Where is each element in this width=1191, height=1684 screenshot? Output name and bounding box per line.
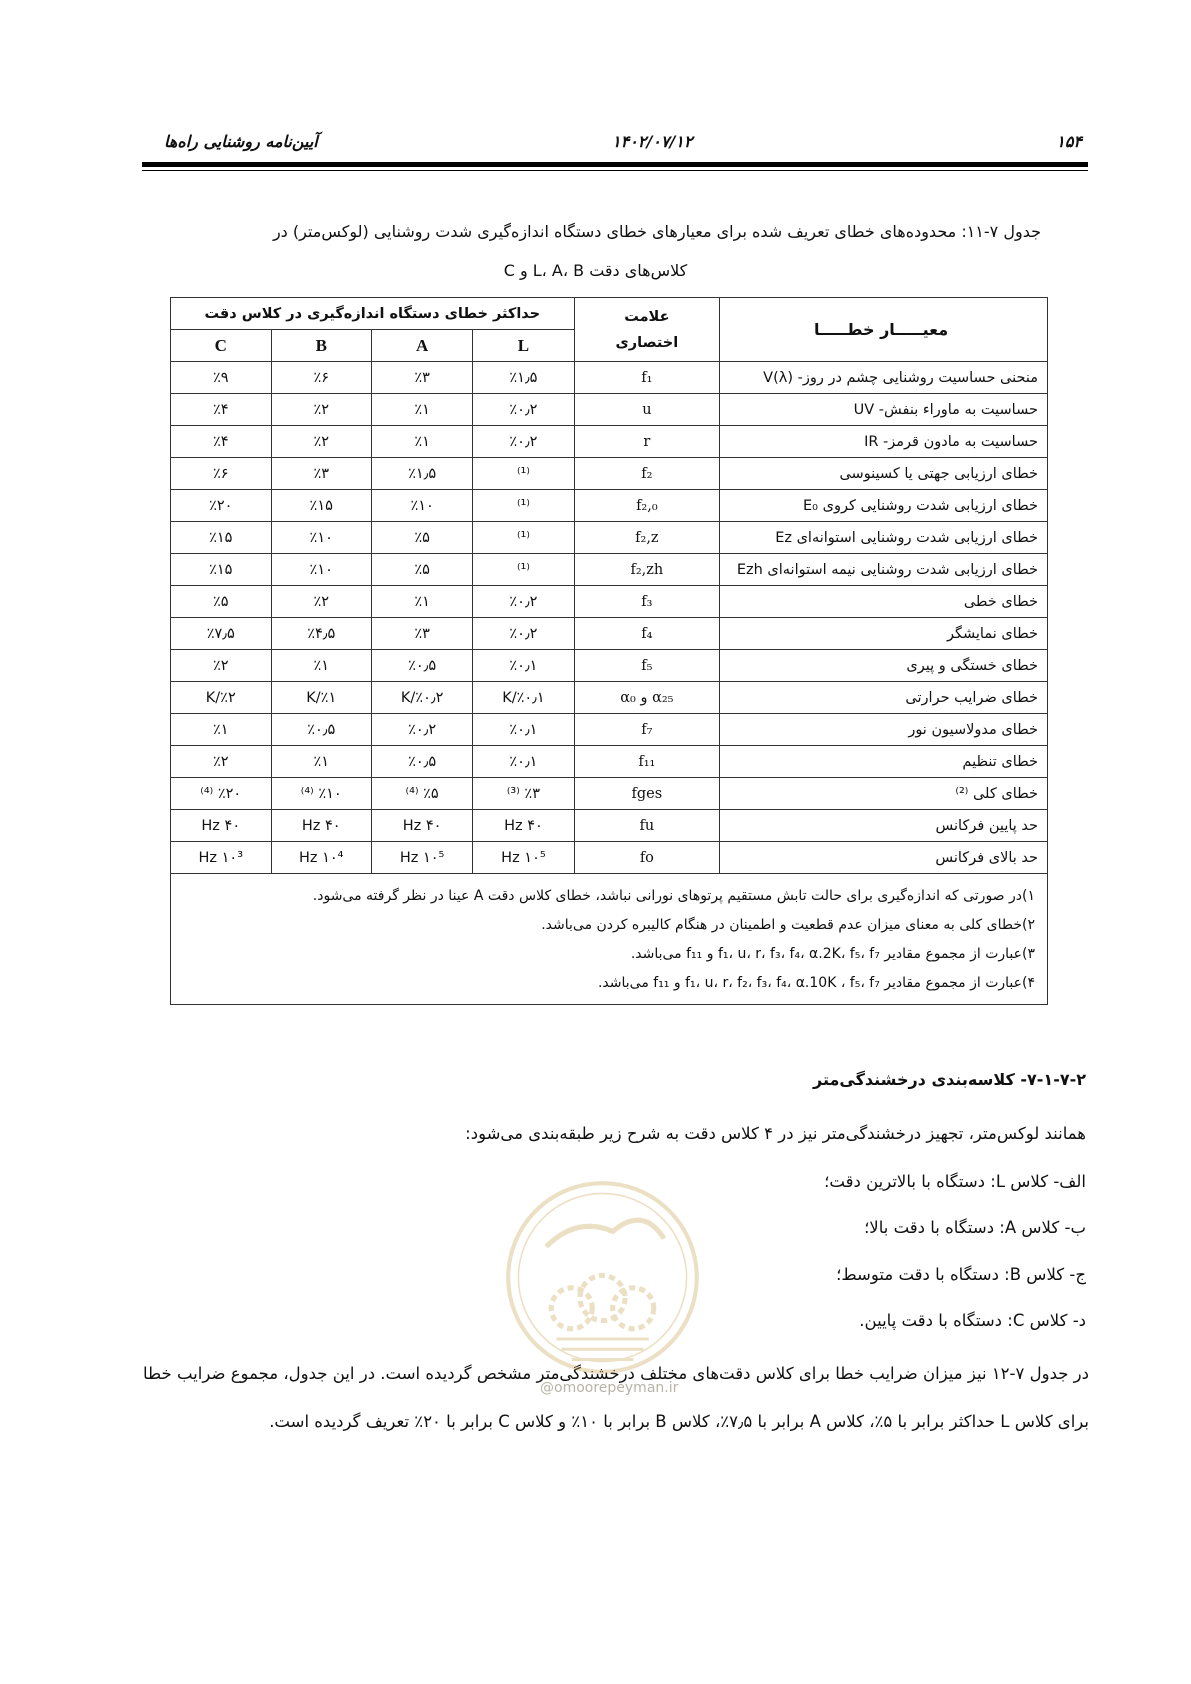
value-b-cell: ۴۰ Hz bbox=[271, 810, 371, 842]
value-b-cell: ٪۶ bbox=[271, 362, 371, 394]
max-error-header: حداکثر خطای دستگاه اندازه‌گیری در کلاس دقت bbox=[171, 298, 575, 330]
value-c-cell: ٪۱۵ bbox=[171, 522, 272, 554]
value-c-cell: ٪۲ bbox=[171, 650, 272, 682]
header-date: ۱۴۰۲/۰۷/۱۲ bbox=[612, 132, 693, 151]
value-a-cell: ٪۱ bbox=[371, 394, 472, 426]
value-b-cell: ٪۲ bbox=[271, 426, 371, 458]
abbr-cell: f₁₁ bbox=[574, 746, 720, 778]
table-row bbox=[171, 746, 1048, 778]
value-c-cell: ٪۵ bbox=[171, 586, 272, 618]
value-b-cell: ٪۲ bbox=[271, 586, 371, 618]
value-a-cell: ٪۱ bbox=[371, 426, 472, 458]
class-item-c: د- کلاس C: دستگاه با دقت پایین. bbox=[859, 1311, 1086, 1330]
criterion-cell: حساسیت به مادون قرمز- IR bbox=[720, 426, 1048, 458]
criterion-cell: خطای نمایشگر bbox=[720, 618, 1048, 650]
table-caption-line2: کلاس‌های دقت L، A، B و C bbox=[503, 261, 688, 280]
value-a-cell: ٪۱۰ bbox=[371, 490, 472, 522]
value-l-cell: ⁽¹⁾ bbox=[473, 490, 574, 522]
value-a-cell: ٪۱ bbox=[371, 586, 472, 618]
criterion-cell: حساسیت به ماوراء بنفش- UV bbox=[720, 394, 1048, 426]
value-l-cell: ⁽¹⁾ bbox=[473, 522, 574, 554]
value-a-cell: ٪۳ bbox=[371, 618, 472, 650]
criterion-cell: خطای ارزیابی شدت روشنایی کروی E₀ bbox=[720, 490, 1048, 522]
abbr-cell: f₂,z bbox=[574, 522, 720, 554]
value-l-cell: ⁽¹⁾ bbox=[473, 554, 574, 586]
section-intro: همانند لوکس‌متر، تجهیز درخشندگی‌متر نیز در ۴ کلاس دقت به شرح زیر طبقه‌بندی می‌شود: bbox=[465, 1124, 1086, 1143]
table-row bbox=[171, 554, 1048, 586]
value-c-cell: ۴۰ Hz bbox=[171, 810, 272, 842]
class-item-b: ج- کلاس B: دستگاه با دقت متوسط؛ bbox=[836, 1265, 1086, 1284]
class-header-l: L bbox=[473, 330, 574, 362]
abbr-header bbox=[574, 298, 720, 362]
value-l-cell: ٪۱٫۵ bbox=[473, 362, 574, 394]
note-3: ۳)عبارت از مجموع مقادیر f₁، u، r، f₃، f₄، α.2K، f₅، f₇ و f₁₁ می‌باشد. bbox=[630, 946, 1035, 962]
value-a-cell: ٪۰٫۲ bbox=[371, 714, 472, 746]
value-a-cell: ٪۵ bbox=[371, 522, 472, 554]
value-b-cell: ٪۱ bbox=[271, 746, 371, 778]
criterion-cell: حد بالای فرکانس bbox=[720, 842, 1048, 874]
abbr-cell: f₇ bbox=[574, 714, 720, 746]
abbr-cell: fu bbox=[574, 810, 720, 842]
value-l-cell: ۱۰⁵ Hz bbox=[473, 842, 574, 874]
abbr-header-line1: علامت bbox=[624, 308, 670, 325]
notes-row bbox=[171, 874, 1048, 1005]
value-l-cell: ٪۰٫۱ bbox=[473, 650, 574, 682]
table-row bbox=[171, 650, 1048, 682]
value-l-cell: ٪۰٫۱/K bbox=[473, 682, 574, 714]
value-a-cell: ٪۵ ⁽⁴⁾ bbox=[371, 778, 472, 810]
value-c-cell: ٪۹ bbox=[171, 362, 272, 394]
value-c-cell: ٪۷٫۵ bbox=[171, 618, 272, 650]
criterion-cell: خطای ارزیابی شدت روشنایی استوانه‌ای Ez bbox=[720, 522, 1048, 554]
table-row bbox=[171, 778, 1048, 810]
value-c-cell: ٪۴ bbox=[171, 394, 272, 426]
abbr-cell: r bbox=[574, 426, 720, 458]
section-paragraph: در جدول ۷-۱۲ نیز میزان ضرایب خطا برای کلاس دقت‌های مختلف درخشندگی‌متر مشخص گردیده است. در این جدول، مجموع ضرایب خطا برای کلاس L حداکثر برابر با ۵٪، کلاس A برابر با ۷٫۵٪، کلاس B برابر با ۱۰٪ و کلاس C برابر با ۲۰٪ تعریف گردیده است. bbox=[142, 1364, 1089, 1431]
watermark-seal-logo bbox=[500, 1175, 705, 1380]
abbr-cell: f₅ bbox=[574, 650, 720, 682]
criterion-cell: خطای ارزیابی جهتی یا کسینوسی bbox=[720, 458, 1048, 490]
table-row bbox=[171, 394, 1048, 426]
abbr-cell: f₂ bbox=[574, 458, 720, 490]
section-heading: ۷-۱-۷-۲- کلاسه‌بندی درخشندگی‌متر bbox=[813, 1070, 1086, 1089]
value-l-cell: ٪۰٫۲ bbox=[473, 586, 574, 618]
value-c-cell: ۱۰³ Hz bbox=[171, 842, 272, 874]
abbr-cell: f₁ bbox=[574, 362, 720, 394]
table-row bbox=[171, 490, 1048, 522]
value-a-cell: ٪۰٫۵ bbox=[371, 650, 472, 682]
value-c-cell: ٪۱۵ bbox=[171, 554, 272, 586]
value-l-cell: ٪۰٫۱ bbox=[473, 714, 574, 746]
value-b-cell: ٪۱۰ ⁽⁴⁾ bbox=[271, 778, 371, 810]
value-l-cell: ٪۰٫۱ bbox=[473, 746, 574, 778]
value-c-cell: ٪۲۰ bbox=[171, 490, 272, 522]
criterion-cell: خطای خطی bbox=[720, 586, 1048, 618]
value-c-cell: ٪۲/K bbox=[171, 682, 272, 714]
table-row bbox=[171, 618, 1048, 650]
abbr-cell: f₂,₀ bbox=[574, 490, 720, 522]
value-a-cell: ٪۳ bbox=[371, 362, 472, 394]
value-b-cell: ٪۱/K bbox=[271, 682, 371, 714]
value-c-cell: ٪۲۰ ⁽⁴⁾ bbox=[171, 778, 272, 810]
value-l-cell: ۴۰ Hz bbox=[473, 810, 574, 842]
class-item-a: ب- کلاس A: دستگاه با دقت بالا؛ bbox=[864, 1218, 1086, 1237]
table-row bbox=[171, 810, 1048, 842]
error-limits-table bbox=[170, 297, 1048, 1005]
criterion-cell: خطای تنظیم bbox=[720, 746, 1048, 778]
table-row bbox=[171, 842, 1048, 874]
value-l-cell: ٪۰٫۲ bbox=[473, 426, 574, 458]
value-l-cell: ٪۳ ⁽³⁾ bbox=[473, 778, 574, 810]
note-4: ۴)عبارت از مجموع مقادیر f₁، u، r، f₂، f₃، f₄، α.10K ، f₅، f₇ و f₁₁ می‌باشد. bbox=[597, 975, 1035, 991]
table-notes bbox=[171, 874, 1048, 1005]
value-b-cell: ٪۱۰ bbox=[271, 554, 371, 586]
table-row bbox=[171, 426, 1048, 458]
table-row bbox=[171, 586, 1048, 618]
value-b-cell: ٪۲ bbox=[271, 394, 371, 426]
value-a-cell: ۱۰⁵ Hz bbox=[371, 842, 472, 874]
value-a-cell: ٪۰٫۵ bbox=[371, 746, 472, 778]
abbr-header-line2: اختصاری bbox=[615, 334, 679, 351]
criterion-cell: حد پایین فرکانس bbox=[720, 810, 1048, 842]
value-b-cell: ۱۰⁴ Hz bbox=[271, 842, 371, 874]
criterion-cell: خطای مدولاسیون نور bbox=[720, 714, 1048, 746]
value-a-cell: ٪۰٫۲/K bbox=[371, 682, 472, 714]
criterion-cell: خطای کلی ⁽²⁾ bbox=[720, 778, 1048, 810]
page-header bbox=[142, 128, 1092, 158]
table-row bbox=[171, 682, 1048, 714]
value-a-cell: ٪۵ bbox=[371, 554, 472, 586]
class-header-b: B bbox=[271, 330, 371, 362]
header-rule-thick bbox=[142, 162, 1088, 167]
abbr-cell: f₃ bbox=[574, 586, 720, 618]
header-title: آیین‌نامه روشنایی راه‌ها bbox=[164, 132, 318, 151]
page-number: ۱۵۴ bbox=[1056, 132, 1082, 151]
table-row bbox=[171, 362, 1048, 394]
abbr-cell: u bbox=[574, 394, 720, 426]
value-b-cell: ٪۱ bbox=[271, 650, 371, 682]
value-c-cell: ٪۲ bbox=[171, 746, 272, 778]
note-2: ۲)خطای کلی به معنای میزان عدم قطعیت و اطمینان در هنگام کالیبره کردن می‌باشد. bbox=[541, 917, 1035, 933]
table-row bbox=[171, 458, 1048, 490]
header-rule-thin bbox=[142, 170, 1088, 171]
class-header-c: C bbox=[171, 330, 272, 362]
criterion-cell: خطای ضرایب حرارتی bbox=[720, 682, 1048, 714]
abbr-cell: fges bbox=[574, 778, 720, 810]
value-c-cell: ٪۱ bbox=[171, 714, 272, 746]
watermark-text: @omoorepeyman.ir bbox=[540, 1380, 679, 1396]
abbr-cell: f₂,zh bbox=[574, 554, 720, 586]
abbr-cell: α₂₅ و α₀ bbox=[574, 682, 720, 714]
class-header-a: A bbox=[371, 330, 472, 362]
class-item-l: الف- کلاس L: دستگاه با بالاترین دقت؛ bbox=[824, 1172, 1086, 1191]
criterion-cell: منحنی حساسیت روشنایی چشم در روز- V(λ) bbox=[720, 362, 1048, 394]
value-a-cell: ٪۱٫۵ bbox=[371, 458, 472, 490]
value-a-cell: ۴۰ Hz bbox=[371, 810, 472, 842]
value-l-cell: ٪۰٫۲ bbox=[473, 394, 574, 426]
table-row bbox=[171, 714, 1048, 746]
value-c-cell: ٪۴ bbox=[171, 426, 272, 458]
value-b-cell: ٪۱۰ bbox=[271, 522, 371, 554]
criterion-cell: خطای ارزیابی شدت روشنایی نیمه استوانه‌ای Ezh bbox=[720, 554, 1048, 586]
note-1: ۱)در صورتی که اندازه‌گیری برای حالت تابش مستقیم پرتوهای نورانی نباشد، خطای کلاس دقت A عینا در نظر گرفته می‌شود. bbox=[312, 888, 1035, 904]
abbr-cell: fo bbox=[574, 842, 720, 874]
table-header-row bbox=[171, 298, 1048, 330]
value-b-cell: ٪۴٫۵ bbox=[271, 618, 371, 650]
table-row bbox=[171, 522, 1048, 554]
value-b-cell: ٪۳ bbox=[271, 458, 371, 490]
criterion-header: معیـــــار خطـــــا bbox=[720, 298, 1048, 362]
value-b-cell: ٪۱۵ bbox=[271, 490, 371, 522]
value-l-cell: ٪۰٫۲ bbox=[473, 618, 574, 650]
value-l-cell: ⁽¹⁾ bbox=[473, 458, 574, 490]
abbr-cell: f₄ bbox=[574, 618, 720, 650]
value-b-cell: ٪۰٫۵ bbox=[271, 714, 371, 746]
table-body bbox=[171, 362, 1048, 874]
criterion-cell: خطای خستگی و پیری bbox=[720, 650, 1048, 682]
table-caption-line1: جدول ۷-۱۱: محدوده‌های خطای تعریف شده برای معیارهای خطای دستگاه اندازه‌گیری شدت روشنایی (لوکس‌متر) در bbox=[272, 222, 1041, 241]
value-c-cell: ٪۶ bbox=[171, 458, 272, 490]
